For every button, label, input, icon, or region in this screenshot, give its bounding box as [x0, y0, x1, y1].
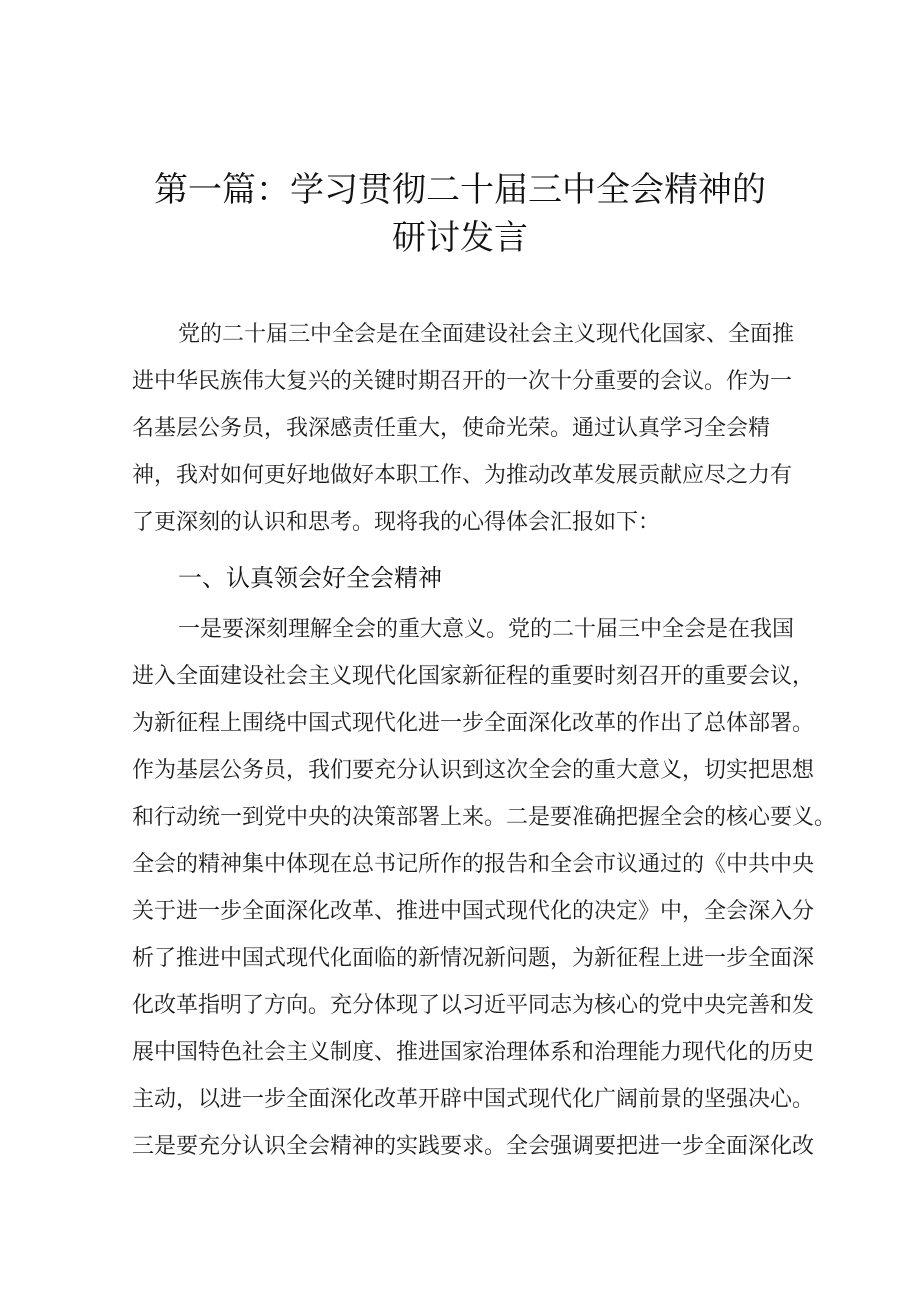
intro-line-1: 党的二十届三中全会是在全面建设社会主义现代化国家、全面推: [178, 322, 795, 347]
section-1-line-3: 为新征程上围绕中国式现代化进一步全面深化改革的作出了总体部署。: [132, 711, 815, 736]
section-1-line-10: 展中国特色社会主义制度、推进国家治理体系和治理能力现代化的历史: [132, 1040, 815, 1065]
section-1-line-2: 进入全面建设社会主义现代化国家新征程的重要时刻召开的重要会议，: [132, 664, 815, 689]
intro-line-2: 进中华民族伟大复兴的关键时期召开的一次十分重要的会议。作为一: [132, 369, 793, 394]
document-title-line-2: 研讨发言: [392, 218, 528, 258]
intro-line-5: 了更深刻的认识和思考。现将我的心得体会汇报如下：: [132, 510, 661, 535]
section-1-line-8: 析了推进中国式现代化面临的新情况新问题，为新征程上进一步全面深: [132, 946, 815, 971]
section-1-line-4: 作为基层公务员，我们要充分认识到这次全会的重大意义，切实把思想: [132, 758, 815, 783]
section-1-line-7: 关于进一步全面深化改革、推进中国式现代化的决定》中，全会深入分: [132, 899, 815, 924]
section-1-line-6: 全会的精神集中体现在总书记所作的报告和全会市议通过的《中共中央: [132, 852, 815, 877]
document-title-line-1: 第一篇：学习贯彻二十届三中全会精神的: [154, 170, 766, 210]
section-1-line-11: 主动，以进一步全面深化改革开辟中国式现代化广阔前景的坚强决心。: [132, 1087, 815, 1112]
section-1-line-12: 三是要充分认识全会精神的实践要求。全会强调要把进一步全面深化改: [132, 1134, 815, 1159]
section-1-line-5: 和行动统一到党中央的决策部署上来。二是要准确把握全会的核心要义。: [132, 805, 837, 830]
intro-line-4: 神，我对如何更好地做好本职工作、为推动改革发展贡献应尽之力有: [132, 463, 793, 488]
section-1-heading: 一、认真领会好全会精神: [178, 564, 442, 592]
section-1-line-9: 化改革指明了方向。充分体现了以习近平同志为核心的党中央完善和发: [132, 993, 815, 1018]
intro-line-3: 名基层公务员，我深感责任重大，使命光荣。通过认真学习全会精: [132, 416, 771, 441]
section-1-line-1: 一是要深刻理解全会的重大意义。党的二十届三中全会是在我国: [178, 617, 795, 642]
